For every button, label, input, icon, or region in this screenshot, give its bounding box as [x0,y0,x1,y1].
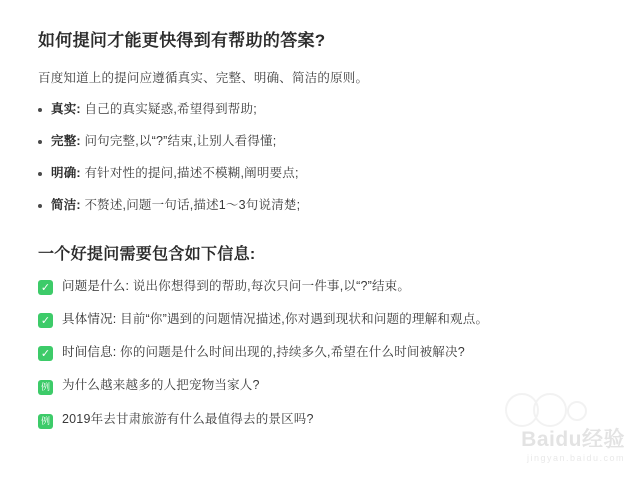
check-icon: ✓ [38,346,53,361]
example-icon: 例 [38,380,53,395]
watermark [521,429,625,463]
principle-lead: 完整: [51,134,81,148]
checklist-key: 时间信息: [62,345,117,359]
list-item [38,102,609,117]
check-icon: ✓ [38,313,53,328]
example-icon: 例 [38,414,53,429]
watermark-circles [503,385,593,431]
watermark-brand [521,429,625,450]
section-title: 一个好提问需要包含如下信息: [38,246,256,263]
checklist-desc: 目前“你”遇到的问题情况描述,你对遇到现状和问题的理解和观点。 [116,312,489,326]
principle-text: 有针对性的提问,描述不模糊,阐明要点; [80,166,299,180]
watermark-brand-1: Bai [521,428,556,451]
list-item [38,312,609,328]
intro-paragraph: 百度知道上的提问应遵循真实、完整、明确、简洁的原则。 [38,71,369,85]
checklist-text [62,279,410,295]
checklist-key: 问题是什么: [62,279,130,293]
principle-text: 自己的真实疑惑,希望得到帮助; [80,102,257,116]
list-item [38,279,609,295]
example-text: 2019年去甘肃旅游有什么最值得去的景区吗? [62,412,314,426]
principle-text: 不赘述,问题一句话,描述1～3句说清楚; [80,198,301,212]
example-text: 为什么越来越多的人把宠物当家人? [62,378,260,392]
principles-list [38,102,609,213]
list-item [38,134,609,149]
checklist-text [62,345,465,361]
watermark-brand-3: 经验 [582,428,625,451]
checklist-key: 具体情况: [62,312,117,326]
principle-lead: 简洁: [51,198,81,212]
watermark-url: jingyan.baidu.com [526,453,625,463]
list-item [38,198,609,213]
page-title: 如何提问才能更快得到有帮助的答案? [38,31,326,50]
watermark-brand-2: du [555,428,582,451]
checklist-desc: 你的问题是什么时间出现的,持续多久,希望在什么时间被解决? [116,345,465,359]
list-item [38,345,609,361]
checklist-text [62,312,488,328]
check-icon: ✓ [38,280,53,295]
list-item [38,166,609,181]
checklist-desc: 说出你想得到的帮助,每次只问一件事,以“?”结束。 [129,279,411,293]
principle-lead: 真实: [51,102,81,116]
principle-lead: 明确: [51,166,81,180]
principle-text: 问句完整,以“?”结束,让别人看得懂; [80,134,277,148]
